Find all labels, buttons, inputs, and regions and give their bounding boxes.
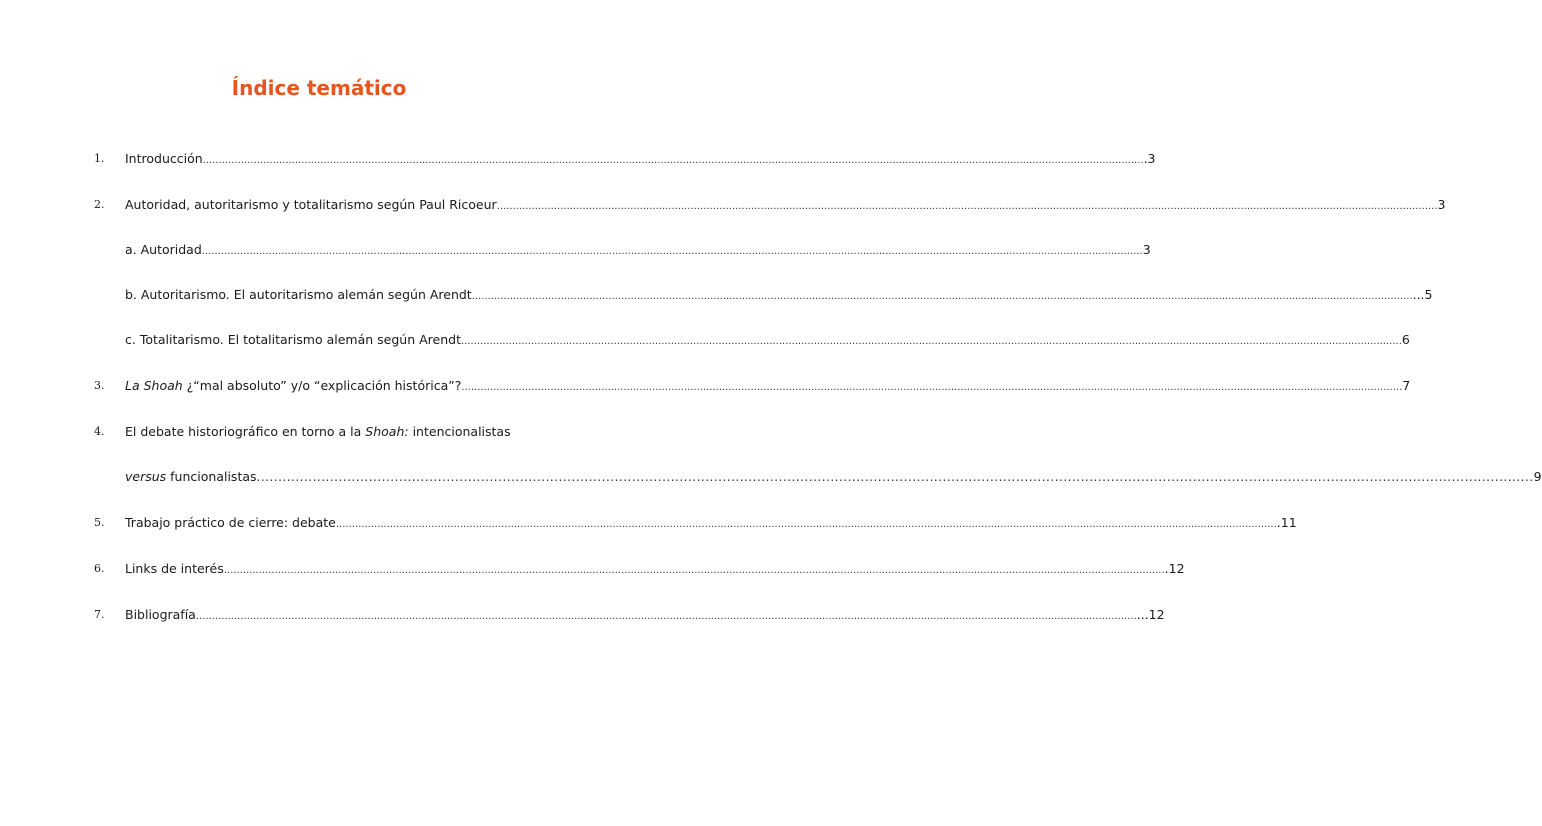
toc-page-number: .11 [1276, 515, 1297, 530]
toc-page-number: .3 [1143, 151, 1156, 166]
toc-entry-label-italic: versus [125, 469, 167, 484]
toc-number: 7. [94, 608, 105, 621]
toc-leader-dots: ........................................................................................................................................................................................................................................................................................................ [461, 382, 1403, 393]
toc-entry-label: a. Autoridad [125, 242, 202, 257]
toc-entry-shoah[interactable] [125, 377, 1411, 397]
toc-entry-totalitarismo[interactable] [125, 331, 1410, 351]
toc-page-number: 9 [1533, 469, 1542, 484]
toc-entry-label: Links de interés [125, 561, 224, 576]
toc-page-number: .12 [1164, 561, 1185, 576]
toc-entry-autoridad[interactable] [125, 241, 1151, 261]
toc-entry-label-italic: Shoah: [365, 424, 409, 439]
toc-entry-autoridad-autoritarismo[interactable] [125, 196, 1446, 216]
toc-leader-dots: ........................................................................................................................................................................................................................................................................................................ [335, 519, 1277, 530]
toc-page-number: 7 [1402, 378, 1411, 393]
toc-entry-bibliografia[interactable] [125, 606, 1165, 626]
toc-page-number: 3 [1437, 197, 1446, 212]
toc-entry-label: Autoridad, autoritarismo y totalitarismo según Paul Ricoeur [125, 197, 497, 212]
toc-entry-autoritarismo[interactable] [125, 286, 1433, 306]
toc-entry-label-continued: intencionalistas [408, 424, 511, 439]
toc-leader-dots: ........................................................................................................................................................................................................................................................................................................ [256, 470, 1534, 484]
toc-leader-dots: ........................................................................................................................................................................................................................................................................................................ [496, 201, 1438, 212]
toc-number: 1. [94, 152, 105, 165]
toc-entry-label-italic: La Shoah [125, 378, 183, 393]
toc-entry-debate-historiografico[interactable] [125, 423, 555, 441]
toc-page-number: 3 [1142, 242, 1151, 257]
toc-entry-introduccion[interactable] [125, 150, 1156, 170]
toc-entry-label: c. Totalitarismo. El totalitarismo alemán según Arendt [125, 332, 461, 347]
toc-entry-label: Trabajo práctico de cierre: debate [125, 515, 336, 530]
toc-number: 5. [94, 516, 105, 529]
toc-entry-label: El debate historiográfico en torno a la [125, 424, 366, 439]
toc-leader-dots: ........................................................................................................................................................................................................................................................................................................ [202, 155, 1144, 166]
toc-entry-links[interactable] [125, 560, 1185, 580]
toc-page-number: 6 [1401, 332, 1410, 347]
toc-leader-dots: ........................................................................................................................................................................................................................................................................................................ [195, 611, 1137, 622]
toc-entry-label: Introducción [125, 151, 203, 166]
toc-page-number: ...12 [1136, 607, 1165, 622]
toc-entry-label: funcionalistas [166, 469, 257, 484]
toc-number: 2. [94, 198, 105, 211]
toc-entry-label: ¿“mal absoluto” y/o “explicación histórica”? [182, 378, 462, 393]
page-title: Índice temático [231, 76, 407, 100]
toc-entry-label: Bibliografía [125, 607, 196, 622]
toc-number: 3. [94, 379, 105, 392]
toc-leader-dots: ........................................................................................................................................................................................................................................................................................................ [223, 565, 1165, 576]
toc-entry-label: b. Autoritarismo. El autoritarismo alemán según Arendt [125, 287, 472, 302]
toc-entry-debate-historiografico-cont[interactable] [125, 468, 1542, 486]
toc-entry-trabajo-practico[interactable] [125, 514, 1297, 534]
toc-number: 6. [94, 562, 105, 575]
toc-leader-dots: ........................................................................................................................................................................................................................................................................................................ [201, 246, 1143, 257]
toc-leader-dots: ........................................................................................................................................................................................................................................................................................................ [460, 336, 1402, 347]
toc-leader-dots: ........................................................................................................................................................................................................................................................................................................ [471, 291, 1413, 302]
toc-number: 4. [94, 425, 105, 438]
toc-page-number: ...5 [1412, 287, 1433, 302]
